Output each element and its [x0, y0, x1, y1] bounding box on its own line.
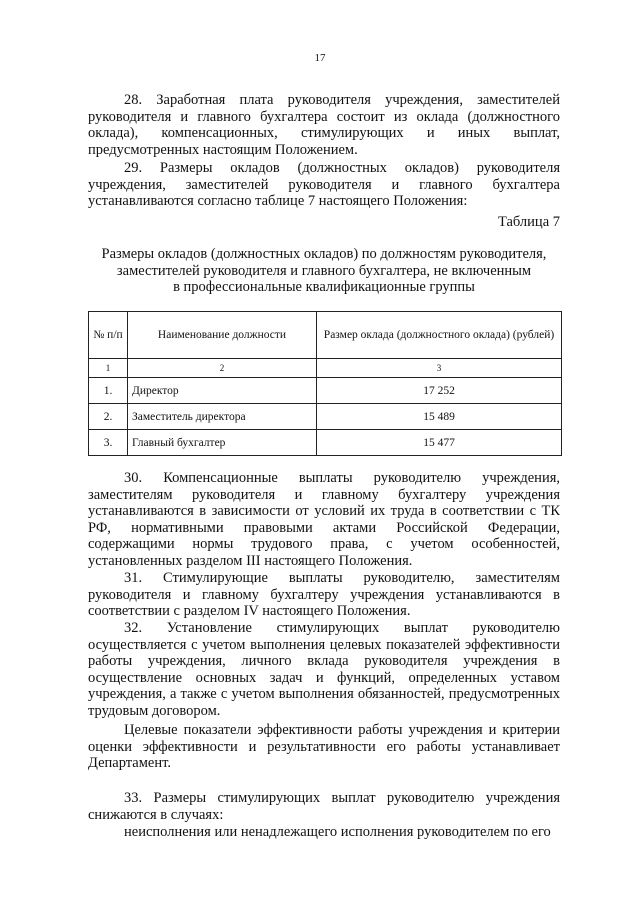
paragraph-33-item [88, 824, 560, 841]
table-numbering-row [89, 359, 562, 378]
column-number-2: 2 [128, 359, 317, 378]
row-position: Директор [128, 378, 317, 404]
paragraph-31 [88, 570, 560, 620]
table-row [89, 404, 562, 430]
table-row [89, 430, 562, 456]
table-row [89, 378, 562, 404]
table-header-row [89, 312, 562, 359]
table-title-line-2: заместителей руководителя и главного бухгалтера, не включенным [116, 262, 532, 279]
paragraph-33-item-text: неисполнения или ненадлежащего исполнения руководителем по его [124, 824, 551, 840]
paragraph-28-text: 28. Заработная плата руководителя учреждения, заместителей руководителя и главного бухгалтера состоит из оклада (должностного оклада), компенсационных, стимулирующих и иных выплат, предусмотренных настоящим Положением. [88, 92, 560, 158]
row-salary: 15 489 [317, 404, 562, 430]
paragraph-29 [88, 160, 560, 210]
row-position: Заместитель директора [128, 404, 317, 430]
row-number: 2. [89, 404, 128, 430]
header-salary: Размер оклада (должностного оклада) (рублей) [317, 312, 562, 359]
column-number-1: 1 [89, 359, 128, 378]
table-title [80, 246, 568, 296]
paragraph-targets [88, 722, 560, 772]
paragraph-32-text: 32. Установление стимулирующих выплат руководителю осуществляется с учетом выполнения целевых показателей эффективности работы учреждения, личного вклада руководителя учреждения в осуществление основных задач и функций, определенных уставом учреждения, а также с учетом выполнения обязанностей, предусмотренных трудовым договором. [88, 620, 560, 719]
row-salary: 15 477 [317, 430, 562, 456]
header-number: № п/п [89, 312, 128, 359]
paragraph-31-text: 31. Стимулирующие выплаты руководителю, заместителям руководителя и главному бухгалтеру учреждения устанавливаются в соответствии с разделом IV настоящего Положения. [88, 570, 560, 619]
table-title-line-1: Размеры окладов (должностных окладов) по должностям руководителя, [101, 246, 547, 262]
column-number-3: 3 [317, 359, 562, 378]
page-number: 17 [314, 52, 326, 64]
salary-table [88, 311, 562, 456]
paragraph-33 [88, 790, 560, 823]
row-number: 1. [89, 378, 128, 404]
paragraph-29-text: 29. Размеры окладов (должностных окладов) руководителя учреждения, заместителей руководителя и главного бухгалтера устанавливаются согласно таблице 7 настоящего Положения: [88, 160, 560, 209]
row-position: Главный бухгалтер [128, 430, 317, 456]
header-position: Наименование должности [128, 312, 317, 359]
row-salary: 17 252 [317, 378, 562, 404]
table-label-text: Таблица 7 [497, 214, 560, 230]
paragraph-28 [88, 92, 560, 158]
paragraph-30 [88, 470, 560, 569]
paragraph-32 [88, 620, 560, 719]
table-label [88, 214, 560, 231]
table-title-line-3: в профессиональные квалификационные группы [173, 279, 475, 295]
paragraph-33-text: 33. Размеры стимулирующих выплат руководителю учреждения снижаются в случаях: [88, 790, 560, 823]
row-number: 3. [89, 430, 128, 456]
paragraph-targets-text: Целевые показатели эффективности работы учреждения и критерии оценки эффективности и результативности его работы устанавливает Департамент. [88, 722, 560, 771]
paragraph-30-text: 30. Компенсационные выплаты руководителю учреждения, заместителям руководителя и главному бухгалтеру учреждения устанавливаются в зависимости от условий их труда в соответствии с ТК РФ, нормативными правовыми актами Российской Федерации, содержащими нормы трудового права, с учетом особенностей, установленных разделом III настоящего Положения. [88, 470, 560, 569]
